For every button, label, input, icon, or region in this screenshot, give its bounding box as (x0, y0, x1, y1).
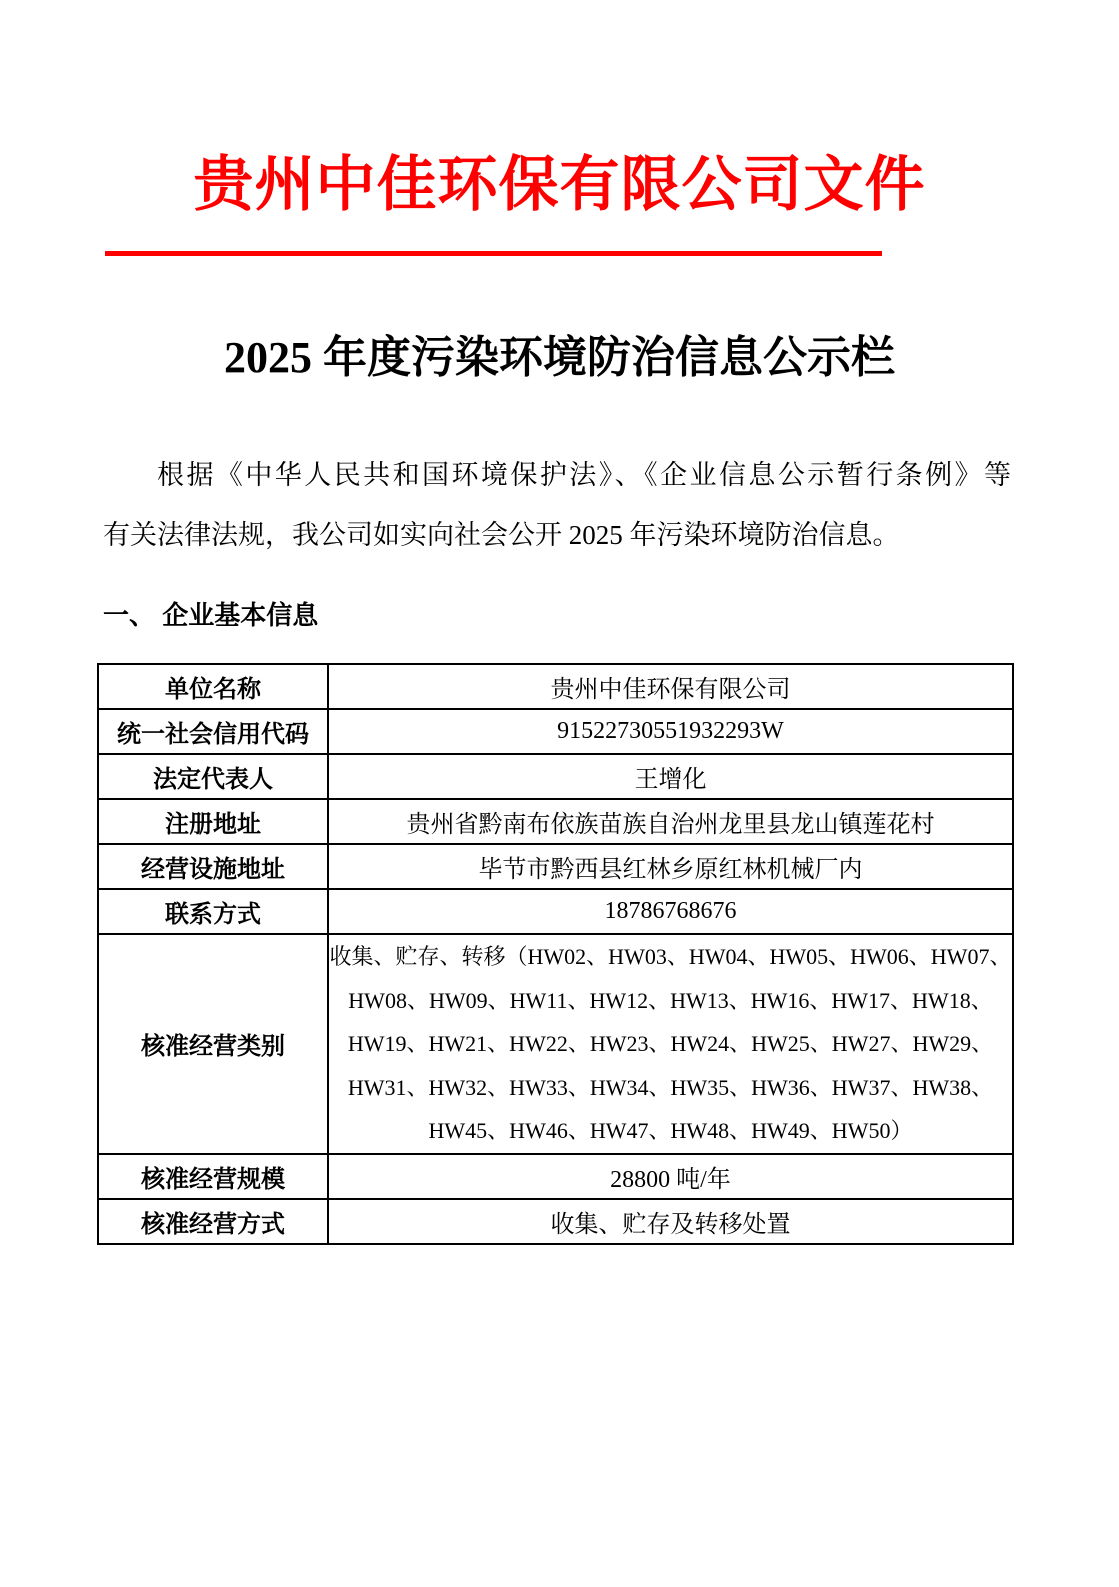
table-row-registered-address (98, 799, 1013, 844)
row-value: 贵州中佳环保有限公司 (328, 664, 1013, 709)
table-row-approved-categories (98, 934, 1013, 1154)
table-row-approved-scale (98, 1154, 1013, 1199)
intro-line-2: 有关法律法规，我公司如实向社会公开 2025 年污染环境防治信息。 (103, 520, 900, 550)
letterhead-title: 贵州中佳环保有限公司文件 (193, 152, 926, 218)
table-row-credit-code (98, 709, 1013, 754)
basic-info-table (97, 663, 1014, 1245)
row-label: 联系方式 (98, 889, 328, 934)
intro-paragraph (103, 445, 1011, 565)
row-value: 贵州省黔南布依族苗族自治州龙里县龙山镇莲花村 (328, 799, 1013, 844)
hw-codes-line: 收集、贮存、转移（HW02、HW03、HW04、HW05、HW06、HW07、 (329, 944, 1012, 969)
row-value: 91522730551932293W (328, 709, 1013, 754)
row-value: 收集、贮存及转移处置 (328, 1199, 1013, 1244)
letterhead-divider-line (105, 251, 882, 256)
row-value: 18786768676 (328, 889, 1013, 934)
row-label: 统一社会信用代码 (98, 709, 328, 754)
row-value (328, 934, 1013, 1154)
row-label: 核准经营类别 (98, 934, 328, 1154)
row-label: 核准经营规模 (98, 1154, 328, 1199)
table-row-unit-name (98, 664, 1013, 709)
row-label: 经营设施地址 (98, 844, 328, 889)
row-label: 法定代表人 (98, 754, 328, 799)
hw-codes-line: HW08、HW09、HW11、HW12、HW13、HW16、HW17、HW18、 (348, 987, 993, 1013)
section-heading-basic-info: 一、 企业基本信息 (103, 600, 319, 630)
row-value: 毕节市黔西县红林乡原红林机械厂内 (328, 844, 1013, 889)
row-value: 王增化 (328, 754, 1013, 799)
table-row-approved-mode (98, 1199, 1013, 1244)
table-row-legal-representative (98, 754, 1013, 799)
row-value: 28800 吨/年 (328, 1154, 1013, 1199)
row-label: 核准经营方式 (98, 1199, 328, 1244)
intro-line-1: 根据《中华人民共和国环境保护法》、《企业信息公示暂行条例》等 (157, 460, 1011, 490)
table-row-facility-address (98, 844, 1013, 889)
hw-codes-line: HW19、HW21、HW22、HW23、HW24、HW25、HW27、HW29、 (347, 1031, 994, 1057)
row-label: 单位名称 (98, 664, 328, 709)
hw-codes-line: HW45、HW46、HW47、HW48、HW49、HW50） (428, 1118, 913, 1144)
row-label: 注册地址 (98, 799, 328, 844)
document-title: 2025 年度污染环境防治信息公示栏 (224, 333, 895, 382)
table-row-contact (98, 889, 1013, 934)
hw-codes-line: HW31、HW32、HW33、HW34、HW35、HW36、HW37、HW38、 (347, 1074, 994, 1100)
